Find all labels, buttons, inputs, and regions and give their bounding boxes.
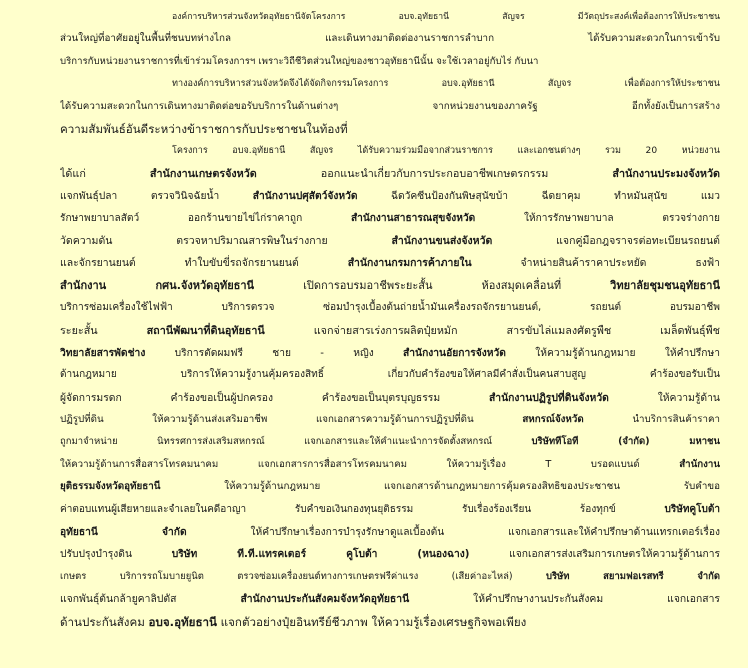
text-run: ได้แก่ bbox=[60, 166, 150, 180]
text-line bbox=[60, 185, 720, 207]
text-run: องค์การบริหารส่วนจังหวัดอุทัยธานีจัดโครงการ อบจ.อุทัยธานี สัญจร มีวัตถุประสงค์เพื่อต้องการให้ประชาชน bbox=[172, 12, 720, 22]
text-run: ให้ความรู้ด้าน bbox=[608, 391, 720, 404]
text-run: ออกแนะนำเกี่ยวกับการประกอบอาชีพเกษตรกรรม bbox=[256, 166, 613, 180]
text-line bbox=[60, 28, 720, 50]
text-line bbox=[60, 476, 720, 498]
text-run: ความสัมพันธ์อันดีระหว่างข้าราชการกับประชาชนในท้องที่ bbox=[60, 121, 348, 136]
text-run: ค่าตอบแทนผู้เสียหายและจำเลยในคดีอาญา รับคำขอเงินกองทุนยุติธรรม รับเรื่องร้องเรียน ร้องทุกข์ bbox=[60, 503, 665, 515]
bold-agency-name: สำนักงานประกันสังคมจังหวัดอุทัยธานี bbox=[240, 593, 410, 606]
text-run: เกษตร บริการรถโมบายยูนิต ตรวจซ่อมเครื่องยนต์ทางการเกษตรฟรีค่าแรง (เสียค่าอะไหล่) bbox=[60, 570, 546, 582]
bold-agency-name: สำนักงานเกษตรจังหวัด bbox=[149, 166, 257, 180]
text-run: แจกเอกสารส่งเสริมการเกษตรให้ความรู้ด้านการ bbox=[469, 548, 720, 561]
text-run: ส่วนใหญ่ที่อาศัยอยู่ในพื้นที่ชนบทห่างไกล และเดินทางมาติดต่องานราชการลำบาก ได้รับความสะดวกในการเข้ารับ bbox=[60, 33, 720, 45]
text-run: แจกพันธุ์ปลา ตรวจวินิจฉัยน้ำ bbox=[60, 190, 253, 203]
text-line bbox=[60, 342, 720, 364]
text-line bbox=[60, 588, 720, 610]
text-run: ให้คำปรึกษางานประกันสังคม แจกเอกสาร bbox=[409, 593, 720, 606]
bold-agency-name: สำนักงานขนส่งจังหวัด bbox=[391, 234, 493, 247]
text-run: ถูกมาจำหน่าย นิทรรศการส่งเสริมสหกรณ์ แจกเอกสารและให้คำแนะนำการจัดตั้งสหกรณ์ bbox=[60, 436, 532, 448]
bold-agency-name: สำนักงาน กศน.จังหวัดอุทัยธานี bbox=[60, 278, 255, 292]
text-run: บริการซ่อมเครื่องใช้ไฟฟ้า บริการตรวจ ซ่อมบำรุงเบื้องต้นถ่ายน้ำมันเครื่องรถจักรยานยนต์, รถยนต์ อบรมอาชีพ bbox=[60, 302, 720, 314]
bold-agency-name: บริษัท สยามฟอเรสทรี จำกัด bbox=[546, 570, 720, 582]
bold-agency-name: ยุติธรรมจังหวัดอุทัยธานี bbox=[60, 481, 161, 493]
bold-agency-name: สำนักงาน bbox=[679, 458, 720, 470]
text-run: ให้ความรู้ด้านการสื่อสารโทรคมนาคม แจกเอกสารการสื่อสารโทรคมนาคม ให้ความรู้เรื่อง T บรอดแบนด์ bbox=[60, 458, 680, 470]
bold-agency-name: สำนักงานปศุสัตว์จังหวัด bbox=[252, 190, 358, 203]
text-run: ด้านกฎหมาย บริการให้ความรู้งานคุ้มครองสิทธิ์ เกี่ยวกับคำร้องขอให้ศาลมีคำสั่งเป็นคนสาบสูญ คำร้องขอรับเป็น bbox=[60, 369, 720, 381]
text-line bbox=[60, 431, 720, 453]
text-line bbox=[60, 73, 720, 95]
bold-agency-name: บริษัทคูโบต้า bbox=[664, 503, 720, 515]
text-line bbox=[60, 521, 720, 543]
text-run: ให้การรักษาพยาบาล ตรวจร่างกาย bbox=[475, 212, 720, 224]
text-line bbox=[60, 6, 720, 28]
text-line bbox=[60, 566, 720, 588]
text-line bbox=[60, 140, 720, 162]
text-run: ฉีดวัคซีนป้องกันพิษสุนัขบ้า ฉีดยาคุม ทำหมันสุนัข แมว bbox=[357, 190, 720, 203]
text-run: ผู้จัดการมรดก คำร้องขอเป็นผู้ปกครอง คำร้องขอเป็นบุตรบุญธรรม bbox=[60, 391, 489, 404]
text-run: เปิดการอบรมอาชีพระยะสั้น ห้องสมุดเคลื่อนที่ bbox=[254, 278, 611, 292]
text-run: นำบริการสินค้าราคา bbox=[583, 414, 720, 426]
text-line bbox=[60, 364, 720, 386]
bold-agency-name: บริษัท ที.ที.แทรคเตอร์ คูโบต้า (หนองฉาง) bbox=[171, 548, 470, 561]
text-run: ปฏิรูปที่ดิน ให้ความรู้ด้านส่งเสริมอาชีพ แจกเอกสารความรู้ด้านการปฏิรูปที่ดิน bbox=[60, 414, 523, 426]
text-run: ปรับปรุงบำรุงดิน bbox=[60, 548, 172, 561]
text-line bbox=[60, 387, 720, 409]
bold-agency-name: สหกรณ์จังหวัด bbox=[522, 414, 584, 426]
text-line bbox=[60, 543, 720, 565]
text-run: แจกพันธุ์ต้นกล้ายูคาลิปตัส bbox=[60, 593, 241, 606]
text-run: ระยะสั้น bbox=[60, 323, 147, 337]
text-line bbox=[60, 499, 720, 521]
text-line bbox=[60, 275, 720, 297]
text-line bbox=[60, 208, 720, 230]
text-run: ได้รับความสะดวกในการเดินทางมาติดต่อขอรับบริการในด้านต่างๆ จากหน่วยงานของภาครัฐ อีกทั้งยังเป็นการสร้าง bbox=[60, 100, 720, 112]
text-run: ให้ความรู้ด้านกฎหมาย แจกเอกสารด้านกฎหมายการคุ้มครองสิทธิของประชาชน รับคำขอ bbox=[160, 481, 720, 493]
bold-agency-name: วิทยาลัยสารพัดช่าง bbox=[60, 346, 146, 359]
text-run: วัดความดัน ตรวจหาปริมาณสารพิษในร่างกาย bbox=[60, 234, 392, 247]
bold-agency-name: อบจ.อุทัยธานี bbox=[148, 614, 217, 629]
text-line bbox=[60, 252, 720, 274]
paragraph bbox=[60, 140, 720, 633]
paragraph bbox=[60, 73, 720, 140]
bold-agency-name: สำนักงานอัยการจังหวัด bbox=[403, 346, 506, 359]
bold-agency-name: วิทยาลัยชุมชนอุทัยธานี bbox=[610, 278, 720, 292]
text-run: ให้คำปรึกษาเรื่องการบำรุงรักษาดูแลเบื้องต้น แจกเอกสารและให้คำปรึกษาด้านแทรกเตอร์เรื่อง bbox=[186, 526, 720, 539]
bold-agency-name: สำนักงานประมงจังหวัด bbox=[612, 166, 720, 180]
text-line bbox=[60, 118, 720, 140]
text-line bbox=[60, 409, 720, 431]
bold-agency-name: สำนักงานกรมการค้าภายใน bbox=[347, 257, 472, 270]
document-body bbox=[60, 6, 720, 633]
text-line bbox=[60, 230, 720, 252]
bold-agency-name: อุทัยธานี จำกัด bbox=[60, 526, 187, 539]
text-line bbox=[60, 96, 720, 118]
bold-agency-name: สำนักงานปฏิรูปที่ดินจังหวัด bbox=[488, 391, 609, 404]
text-run: บริการตัดผมฟรี ชาย - หญิง bbox=[145, 346, 404, 359]
text-line bbox=[60, 454, 720, 476]
text-line bbox=[60, 297, 720, 319]
paragraph bbox=[60, 6, 720, 73]
text-run: แจกจ่ายสารเร่งการผลิตปุ๋ยหมัก สารขับไล่แมลงศัตรูพืช เมล็ดพันธุ์พืช bbox=[264, 323, 720, 337]
text-line bbox=[60, 320, 720, 342]
text-run: แจกตัวอย่างปุ๋ยอินทรีย์ชีวภาพ ให้ความรู้เรื่องเศรษฐกิจพอเพียง bbox=[216, 614, 527, 629]
text-line bbox=[60, 163, 720, 185]
text-run: แจกคู่มือกฎจราจรต่อทะเบียนรถยนต์ bbox=[492, 234, 720, 247]
text-run: โครงการ อบจ.อุทัยธานี สัญจร ได้รับความร่วมมือจากส่วนราชการ และเอกชนต่างๆ รวม 20 หน่วยงาน bbox=[172, 146, 720, 157]
text-run: และจักรยานยนต์ ทำใบขับขี่รถจักรยานยนต์ bbox=[60, 257, 348, 270]
text-run: รักษาพยาบาลสัตว์ ออกร้านขายไข่ไก่ราคาถูก bbox=[60, 212, 351, 224]
bold-agency-name: บริษัททีโอที (จำกัด) มหาชน bbox=[531, 436, 720, 448]
text-run: ให้ความรู้ด้านกฎหมาย ให้คำปรึกษา bbox=[505, 346, 720, 359]
text-run: จำหน่ายสินค้าราคาประหยัด ธงฟ้า bbox=[471, 257, 720, 270]
bold-agency-name: สำนักงานสาธารณสุขจังหวัด bbox=[350, 212, 476, 224]
text-line bbox=[60, 611, 720, 633]
bold-agency-name: สถานีพัฒนาที่ดินอุทัยธานี bbox=[146, 323, 265, 337]
text-run: บริการกับหน่วยงานราชการที่เข้าร่วมโครงการฯ เพราะวิถีชีวิตส่วนใหญ่ของชาวอุทัยธานีนั้น จะใช้เวลาอยู่กับไร่ กับนา bbox=[60, 55, 539, 67]
text-run: ทางองค์การบริหารส่วนจังหวัดจึงได้จัดกิจกรรมโครงการ อบจ.อุทัยธานี สัญจร เพื่อต้องการให้ประชาชน bbox=[172, 79, 720, 90]
text-run: ด้านประกันสังคม bbox=[60, 614, 149, 629]
text-line bbox=[60, 51, 720, 73]
